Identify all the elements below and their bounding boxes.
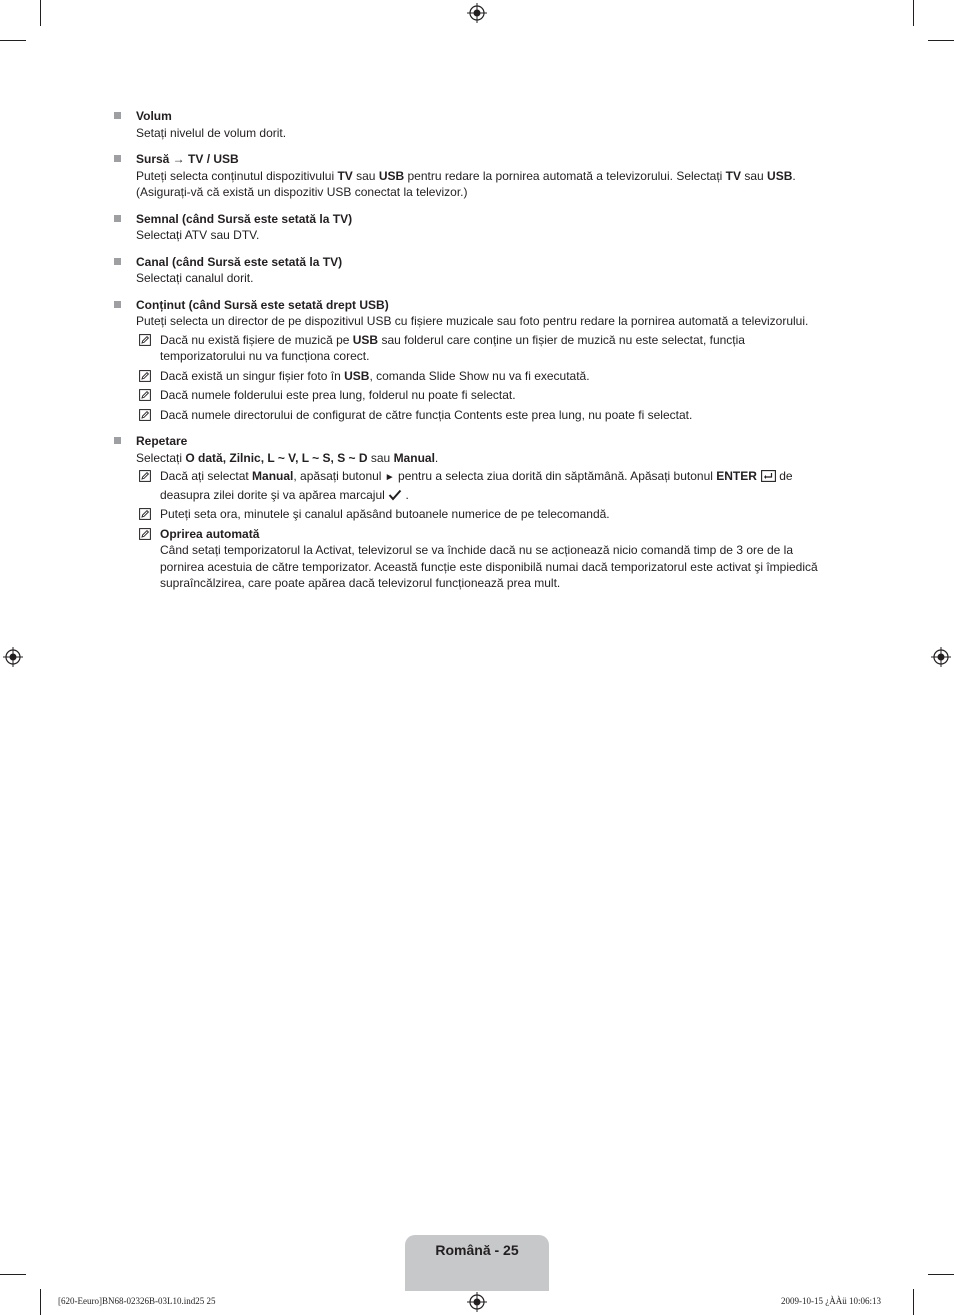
text-run: sau <box>352 168 379 183</box>
print-slug-right: 2009-10-15 ¿ÀÀü 10:06:13 <box>781 1296 881 1306</box>
text-run: pentru redare la pornirea automată a televizorului. Selectați <box>404 168 726 183</box>
crop-mark <box>40 0 41 26</box>
section-body-line <box>136 125 837 142</box>
notes-list <box>136 468 837 592</box>
text-run: supraîncălzirea, care poate apărea dacă televizorul funcționează prea mult. <box>160 576 561 590</box>
crop-mark <box>0 1274 26 1275</box>
text-run: , apăsați butonul <box>293 469 385 483</box>
bold-text: Canal (când Sursă este setată la TV) <box>136 254 343 269</box>
section-heading <box>136 211 837 228</box>
square-bullet-icon <box>114 215 121 222</box>
bold-text: Semnal (când Sursă este setată la TV) <box>136 211 353 226</box>
crop-mark <box>913 1289 914 1315</box>
note-item <box>136 407 837 424</box>
note-pencil-icon <box>139 389 151 401</box>
bold-text: Conținut (când Sursă este setată drept USB) <box>136 297 389 312</box>
text-run: sau <box>367 450 394 465</box>
note-line <box>160 332 837 349</box>
section-body-line <box>136 313 837 330</box>
menu-option-section <box>112 108 837 141</box>
check-icon <box>388 489 402 501</box>
crop-mark <box>928 1274 954 1275</box>
note-line <box>160 468 837 487</box>
note-pencil-icon <box>139 508 151 520</box>
section-body-line <box>136 270 837 287</box>
square-bullet-icon <box>114 112 121 119</box>
bold-text: USB <box>344 368 370 383</box>
registration-mark-icon <box>3 647 23 667</box>
text-run: Puteți seta ora, minutele şi canalul apăsând butoanele numerice de pe telecomandă. <box>160 507 610 521</box>
bold-text: O dată, Zilnic, L ~ V, L ~ S, S ~ D <box>185 450 368 465</box>
text-run: Dacă numele folderului este prea lung, folderul nu poate fi selectat. <box>160 388 516 402</box>
note-line <box>160 368 837 385</box>
section-body-line <box>136 227 837 244</box>
text-run: de <box>775 469 793 483</box>
square-bullet-icon <box>114 258 121 265</box>
text-run: pornirea acestuia de către temporizator. Această funcție este disponibilă numai dacă temporizatorul este activat şi împiedică <box>160 559 818 574</box>
section-heading <box>136 297 837 314</box>
note-item <box>136 468 837 503</box>
bold-text: Manual <box>393 450 435 465</box>
text-run: sau folderul care conține un fișier de muzică nu este selectat, funcția <box>378 332 745 347</box>
note-pencil-icon <box>139 409 151 421</box>
text-run: sau <box>741 168 768 183</box>
text-run: . <box>402 487 409 502</box>
text-run: . <box>434 450 439 465</box>
note-pencil-icon <box>139 370 151 382</box>
crop-mark <box>913 0 914 26</box>
bold-text: TV <box>337 168 353 183</box>
crop-mark <box>928 40 954 41</box>
text-run: temporizatorului nu va funcționa corect. <box>160 349 370 363</box>
text-run: (Asigurați-vă că există un dispozitiv USB conectat la televizor.) <box>136 185 468 199</box>
enter-icon <box>761 470 776 482</box>
note-line <box>160 487 837 504</box>
menu-option-section <box>112 254 837 287</box>
crop-mark <box>0 40 26 41</box>
registration-mark-icon <box>467 3 487 23</box>
section-body-line <box>136 168 837 185</box>
bold-text: ENTER <box>716 469 757 483</box>
page-number-tab <box>405 1235 549 1291</box>
text-run: . <box>792 168 796 183</box>
text-run: Puteți selecta un director de pe dispozitivul USB cu fișiere muzicale sau foto pentru redare la pornirea automată a televizorului. <box>136 314 809 328</box>
text-run: Selectați ATV sau DTV. <box>136 228 260 242</box>
note-item <box>136 506 837 523</box>
bold-text: TV <box>725 168 742 183</box>
text-run: deasupra zilei dorite şi va apărea marcajul <box>160 487 389 502</box>
bold-text: Oprirea automată <box>160 526 260 541</box>
square-bullet-icon <box>114 437 121 444</box>
note-item <box>136 332 837 365</box>
square-bullet-icon <box>114 301 121 308</box>
section-body-line <box>136 184 837 201</box>
page-content <box>112 108 837 602</box>
note-pencil-icon <box>139 470 151 482</box>
note-line <box>160 559 837 576</box>
note-pencil-icon <box>139 334 151 346</box>
section-heading <box>136 151 837 168</box>
note-line <box>160 506 837 523</box>
bold-text: Repetare <box>136 434 188 448</box>
text-run: Setați nivelul de volum dorit. <box>136 125 287 140</box>
text-run: Când setați temporizatorul la Activat, televizorul se va închide dacă nu se acționează nicio comandă timp de 3 ore de la <box>160 543 794 557</box>
note-line <box>160 542 837 559</box>
menu-option-section <box>112 433 837 592</box>
text-run: ► <box>384 472 395 483</box>
print-slug-left: [620-Eeuro]BN68-02326B-03L10.ind25 25 <box>58 1296 216 1306</box>
registration-mark-icon <box>467 1292 487 1312</box>
section-body-line <box>136 450 837 467</box>
note-item <box>136 526 837 592</box>
note-line <box>160 526 837 543</box>
text-run: Dacă nu există fișiere de muzică pe <box>160 332 353 347</box>
square-bullet-icon <box>114 155 121 162</box>
bold-text: USB <box>378 168 405 183</box>
page-number-label: Română - 25 <box>435 1242 519 1258</box>
menu-option-section <box>112 211 837 244</box>
bold-text: USB <box>767 168 793 183</box>
note-line <box>160 407 837 424</box>
text-run: Dacă ați selectat <box>160 469 253 483</box>
text-run: Selectați <box>136 450 186 465</box>
text-run: pentru a selecta ziua dorită din săptămână. Apăsați butonul <box>394 469 717 483</box>
note-line <box>160 348 837 365</box>
text-run: Dacă numele directorului de configurat de către funcția Contents este prea lung, nu poate fi selectat. <box>160 407 693 422</box>
notes-list <box>136 332 837 424</box>
section-heading <box>136 108 837 125</box>
crop-mark <box>40 1289 41 1315</box>
bold-text: Sursă → TV / USB <box>136 152 239 166</box>
registration-mark-icon <box>931 647 951 667</box>
note-line <box>160 575 837 592</box>
text-run: Selectați canalul dorit. <box>136 271 254 285</box>
note-item <box>136 368 837 385</box>
text-run: Puteți selecta conținutul dispozitivului <box>136 168 338 183</box>
menu-option-section <box>112 297 837 424</box>
text-run: , comanda Slide Show nu va fi executată. <box>369 368 590 383</box>
bold-text: USB <box>352 332 379 347</box>
note-pencil-icon <box>139 528 151 540</box>
menu-option-section <box>112 151 837 201</box>
text-run: Dacă există un singur fișier foto în <box>160 368 345 383</box>
bold-text: Volum <box>136 109 172 123</box>
note-line <box>160 387 837 404</box>
bold-text: Manual <box>252 469 294 483</box>
note-item <box>136 387 837 404</box>
section-heading <box>136 254 837 271</box>
section-heading <box>136 433 837 450</box>
